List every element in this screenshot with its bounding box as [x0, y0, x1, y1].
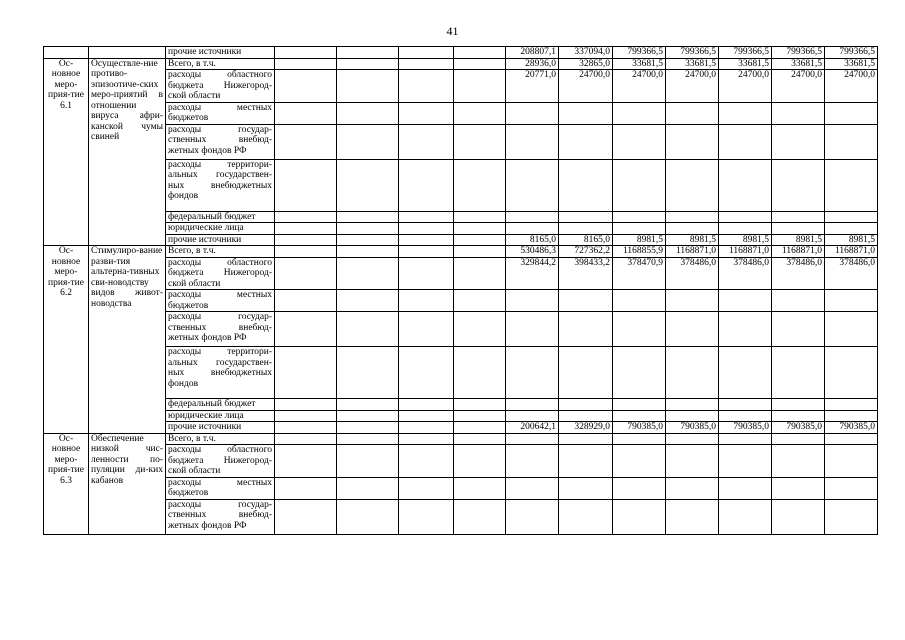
budget-table: [43, 46, 878, 535]
value-cell: [506, 399, 559, 411]
empty-cell: [399, 445, 454, 478]
value-cell: [719, 433, 772, 445]
value-cell: [772, 102, 825, 124]
value-cell: [825, 433, 878, 445]
empty-cell: [454, 347, 506, 399]
table-row: [44, 312, 878, 347]
value-cell: 1168871,0: [772, 246, 825, 258]
value-cell: [506, 499, 559, 534]
value-cell: [613, 410, 666, 422]
value-cell: [613, 102, 666, 124]
value-cell: 799366,5: [613, 47, 666, 59]
value-cell: [772, 477, 825, 499]
value-cell: 378486,0: [825, 257, 878, 290]
empty-cell: [275, 399, 337, 411]
table-row: [44, 102, 878, 124]
table-row: [44, 410, 878, 422]
value-cell: [825, 477, 878, 499]
value-cell: [506, 312, 559, 347]
value-cell: [666, 410, 719, 422]
value-cell: [719, 399, 772, 411]
empty-cell: [337, 223, 399, 235]
empty-cell: [275, 211, 337, 223]
empty-cell: [454, 312, 506, 347]
table-row: [44, 124, 878, 159]
value-cell: [666, 433, 719, 445]
value-cell: [719, 312, 772, 347]
value-cell: [825, 347, 878, 399]
value-cell: [666, 211, 719, 223]
value-cell: [559, 159, 613, 211]
value-cell: [506, 223, 559, 235]
empty-cell: [337, 445, 399, 478]
empty-cell: [337, 477, 399, 499]
value-cell: [666, 399, 719, 411]
value-cell: [613, 290, 666, 312]
empty-cell: [275, 499, 337, 534]
source-category-cell: расходы областного бюджета Нижегород-ской области: [166, 257, 275, 290]
value-cell: [772, 433, 825, 445]
value-cell: [772, 159, 825, 211]
source-category-cell: расходы государ-ственных внебюд-жетных фондов РФ: [166, 124, 275, 159]
value-cell: [666, 102, 719, 124]
value-cell: [825, 223, 878, 235]
empty-cell: [337, 159, 399, 211]
value-cell: [506, 290, 559, 312]
value-cell: 790385,0: [666, 422, 719, 434]
empty-cell: [275, 433, 337, 445]
empty-cell: [337, 312, 399, 347]
source-category-cell: прочие источники: [166, 422, 275, 434]
value-cell: [506, 347, 559, 399]
value-cell: [719, 290, 772, 312]
value-cell: 24700,0: [772, 70, 825, 103]
value-cell: [825, 312, 878, 347]
value-cell: 8981,5: [719, 234, 772, 246]
value-cell: 799366,5: [772, 47, 825, 59]
empty-cell: [399, 410, 454, 422]
table-row: [44, 234, 878, 246]
empty-cell: [337, 102, 399, 124]
value-cell: [559, 445, 613, 478]
value-cell: [613, 477, 666, 499]
value-cell: [559, 102, 613, 124]
value-cell: [506, 102, 559, 124]
value-cell: 790385,0: [719, 422, 772, 434]
empty-cell: [337, 211, 399, 223]
value-cell: 33681,5: [772, 58, 825, 70]
value-cell: 32865,0: [559, 58, 613, 70]
empty-cell: [399, 422, 454, 434]
value-cell: [559, 399, 613, 411]
empty-cell: [454, 234, 506, 246]
page-number: 41: [446, 24, 459, 38]
empty-cell: [337, 499, 399, 534]
value-cell: 790385,0: [825, 422, 878, 434]
value-cell: [825, 399, 878, 411]
value-cell: 24700,0: [613, 70, 666, 103]
source-category-cell: расходы местных бюджетов: [166, 477, 275, 499]
empty-cell: [275, 223, 337, 235]
empty-cell: [275, 445, 337, 478]
empty-cell: [454, 257, 506, 290]
table-row: [44, 477, 878, 499]
empty-cell: [337, 246, 399, 258]
value-cell: 33681,5: [719, 58, 772, 70]
empty-cell: [275, 234, 337, 246]
value-cell: 799366,5: [825, 47, 878, 59]
value-cell: [613, 445, 666, 478]
empty-cell: [399, 312, 454, 347]
value-cell: [613, 223, 666, 235]
empty-cell: [399, 477, 454, 499]
value-cell: [825, 410, 878, 422]
empty-cell: [275, 159, 337, 211]
empty-cell: [454, 422, 506, 434]
value-cell: [666, 477, 719, 499]
table-row: [44, 246, 878, 258]
table-row: [44, 70, 878, 103]
empty-cell: [399, 47, 454, 59]
table-row: [44, 290, 878, 312]
empty-cell: [399, 257, 454, 290]
value-cell: 8165,0: [506, 234, 559, 246]
source-category-cell: расходы государ-ственных внебюд-жетных фондов РФ: [166, 499, 275, 534]
value-cell: 378486,0: [666, 257, 719, 290]
value-cell: 790385,0: [613, 422, 666, 434]
value-cell: 727362,2: [559, 246, 613, 258]
table-row: [44, 399, 878, 411]
empty-cell: [454, 410, 506, 422]
value-cell: [506, 124, 559, 159]
empty-cell: [275, 246, 337, 258]
empty-cell: [399, 211, 454, 223]
empty-cell: [454, 211, 506, 223]
empty-cell: [399, 347, 454, 399]
value-cell: 8981,5: [613, 234, 666, 246]
source-category-cell: расходы территори-альных государствен-ных внебюджетных фондов: [166, 347, 275, 399]
description-cell: Стимулиро-вание разви-тия альтерна-тивных сви-новодству видов живот-новодства: [89, 246, 166, 434]
empty-cell: [454, 433, 506, 445]
value-cell: [772, 499, 825, 534]
value-cell: [559, 211, 613, 223]
value-cell: 378486,0: [772, 257, 825, 290]
empty-cell: [275, 422, 337, 434]
source-category-cell: юридические лица: [166, 410, 275, 422]
value-cell: [506, 211, 559, 223]
source-category-cell: Всего, в т.ч.: [166, 58, 275, 70]
value-cell: [719, 223, 772, 235]
value-cell: 337094,0: [559, 47, 613, 59]
table-row: [44, 347, 878, 399]
empty-cell: [275, 58, 337, 70]
empty-cell: [275, 102, 337, 124]
empty-cell: [454, 445, 506, 478]
value-cell: [666, 347, 719, 399]
value-cell: [559, 124, 613, 159]
value-cell: 8165,0: [559, 234, 613, 246]
value-cell: [613, 211, 666, 223]
value-cell: [719, 445, 772, 478]
empty-cell: [454, 223, 506, 235]
empty-cell: [337, 47, 399, 59]
value-cell: [825, 290, 878, 312]
value-cell: [719, 102, 772, 124]
empty-cell: [454, 102, 506, 124]
value-cell: [666, 290, 719, 312]
value-cell: [506, 477, 559, 499]
source-category-cell: расходы местных бюджетов: [166, 102, 275, 124]
empty-cell: [454, 47, 506, 59]
value-cell: [772, 399, 825, 411]
empty-cell: [399, 223, 454, 235]
value-cell: 208807,1: [506, 47, 559, 59]
value-cell: [719, 347, 772, 399]
empty-cell: [399, 124, 454, 159]
value-cell: 8981,5: [666, 234, 719, 246]
value-cell: [772, 347, 825, 399]
value-cell: [772, 211, 825, 223]
value-cell: 1168871,0: [719, 246, 772, 258]
value-cell: [772, 312, 825, 347]
source-category-cell: Всего, в т.ч.: [166, 246, 275, 258]
value-cell: [825, 499, 878, 534]
empty-cell: [399, 70, 454, 103]
value-cell: [559, 433, 613, 445]
value-cell: 33681,5: [613, 58, 666, 70]
measure-cell: Ос-новное меро-прия-тие 6.2: [44, 246, 89, 434]
empty-cell: [337, 422, 399, 434]
measure-cell: Ос-новное меро-прия-тие 6.3: [44, 433, 89, 534]
value-cell: 24700,0: [719, 70, 772, 103]
empty-cell: [44, 47, 89, 59]
value-cell: [719, 477, 772, 499]
value-cell: [559, 290, 613, 312]
empty-cell: [399, 399, 454, 411]
value-cell: [613, 499, 666, 534]
value-cell: [506, 159, 559, 211]
value-cell: 328929,0: [559, 422, 613, 434]
value-cell: 1168871,0: [825, 246, 878, 258]
empty-cell: [275, 290, 337, 312]
source-category-cell: Всего, в т.ч.: [166, 433, 275, 445]
value-cell: [666, 499, 719, 534]
value-cell: [666, 223, 719, 235]
value-cell: [825, 124, 878, 159]
value-cell: 24700,0: [666, 70, 719, 103]
value-cell: 1168871,0: [666, 246, 719, 258]
table-row: [44, 159, 878, 211]
value-cell: 799366,5: [666, 47, 719, 59]
value-cell: 790385,0: [772, 422, 825, 434]
source-category-cell: юридические лица: [166, 223, 275, 235]
value-cell: 200642,1: [506, 422, 559, 434]
value-cell: 8981,5: [772, 234, 825, 246]
empty-cell: [454, 246, 506, 258]
table-row: [44, 257, 878, 290]
empty-cell: [454, 499, 506, 534]
value-cell: [613, 347, 666, 399]
value-cell: [825, 211, 878, 223]
table-row: [44, 47, 878, 59]
value-cell: [666, 124, 719, 159]
value-cell: [719, 211, 772, 223]
value-cell: 799366,5: [719, 47, 772, 59]
empty-cell: [275, 347, 337, 399]
table-row: [44, 445, 878, 478]
value-cell: 530486,3: [506, 246, 559, 258]
table-row: [44, 499, 878, 534]
value-cell: [613, 159, 666, 211]
value-cell: [613, 124, 666, 159]
empty-cell: [454, 58, 506, 70]
source-category-cell: расходы государ-ственных внебюд-жетных фондов РФ: [166, 312, 275, 347]
description-cell: Обеспечение низкой чис-ленности по-пуляции ди-ких кабанов: [89, 433, 166, 534]
value-cell: [719, 499, 772, 534]
source-category-cell: федеральный бюджет: [166, 211, 275, 223]
empty-cell: [337, 257, 399, 290]
empty-cell: [337, 433, 399, 445]
empty-cell: [275, 410, 337, 422]
value-cell: [613, 312, 666, 347]
value-cell: [772, 124, 825, 159]
source-category-cell: расходы областного бюджета Нижегород-ской области: [166, 70, 275, 103]
empty-cell: [337, 70, 399, 103]
empty-cell: [454, 477, 506, 499]
value-cell: [825, 159, 878, 211]
value-cell: 24700,0: [559, 70, 613, 103]
empty-cell: [337, 58, 399, 70]
value-cell: 398433,2: [559, 257, 613, 290]
empty-cell: [275, 70, 337, 103]
measure-cell: Ос-новное меро-прия-тие 6.1: [44, 58, 89, 246]
value-cell: 24700,0: [825, 70, 878, 103]
value-cell: [559, 499, 613, 534]
value-cell: [666, 445, 719, 478]
value-cell: [719, 124, 772, 159]
empty-cell: [337, 124, 399, 159]
empty-cell: [399, 102, 454, 124]
value-cell: [613, 433, 666, 445]
value-cell: 33681,5: [666, 58, 719, 70]
empty-cell: [275, 257, 337, 290]
empty-cell: [399, 433, 454, 445]
value-cell: 329844,2: [506, 257, 559, 290]
empty-cell: [337, 347, 399, 399]
empty-cell: [89, 47, 166, 59]
empty-cell: [454, 70, 506, 103]
table-row: [44, 422, 878, 434]
value-cell: [772, 290, 825, 312]
empty-cell: [337, 399, 399, 411]
value-cell: 20771,0: [506, 70, 559, 103]
empty-cell: [275, 124, 337, 159]
value-cell: [506, 433, 559, 445]
empty-cell: [454, 124, 506, 159]
value-cell: [825, 445, 878, 478]
value-cell: [559, 347, 613, 399]
empty-cell: [454, 159, 506, 211]
value-cell: 378470,9: [613, 257, 666, 290]
empty-cell: [399, 58, 454, 70]
table-row: [44, 433, 878, 445]
value-cell: [559, 312, 613, 347]
value-cell: [506, 410, 559, 422]
value-cell: [559, 223, 613, 235]
empty-cell: [275, 47, 337, 59]
value-cell: [719, 159, 772, 211]
value-cell: [772, 445, 825, 478]
source-category-cell: федеральный бюджет: [166, 399, 275, 411]
empty-cell: [275, 312, 337, 347]
source-category-cell: прочие источники: [166, 234, 275, 246]
value-cell: [666, 159, 719, 211]
value-cell: [666, 312, 719, 347]
value-cell: [559, 410, 613, 422]
source-category-cell: прочие источники: [166, 47, 275, 59]
empty-cell: [337, 410, 399, 422]
value-cell: [825, 102, 878, 124]
value-cell: [559, 477, 613, 499]
table-row: [44, 223, 878, 235]
empty-cell: [399, 234, 454, 246]
empty-cell: [337, 290, 399, 312]
source-category-cell: расходы территори-альных государствен-ных внебюджетных фондов: [166, 159, 275, 211]
empty-cell: [399, 499, 454, 534]
value-cell: 28936,0: [506, 58, 559, 70]
description-cell: Осуществле-ние противо-эпизоотиче-ских меро-приятий в отношении вируса афри-канской чумы свиней: [89, 58, 166, 246]
empty-cell: [454, 290, 506, 312]
source-category-cell: расходы местных бюджетов: [166, 290, 275, 312]
value-cell: [613, 399, 666, 411]
value-cell: [772, 223, 825, 235]
empty-cell: [337, 234, 399, 246]
table-row: [44, 58, 878, 70]
empty-cell: [399, 159, 454, 211]
empty-cell: [399, 246, 454, 258]
value-cell: [772, 410, 825, 422]
value-cell: 33681,5: [825, 58, 878, 70]
value-cell: 8981,5: [825, 234, 878, 246]
table-row: [44, 211, 878, 223]
source-category-cell: расходы областного бюджета Нижегород-ской области: [166, 445, 275, 478]
empty-cell: [275, 477, 337, 499]
value-cell: 378486,0: [719, 257, 772, 290]
value-cell: [719, 410, 772, 422]
value-cell: 1168855,9: [613, 246, 666, 258]
empty-cell: [399, 290, 454, 312]
empty-cell: [454, 399, 506, 411]
value-cell: [506, 445, 559, 478]
